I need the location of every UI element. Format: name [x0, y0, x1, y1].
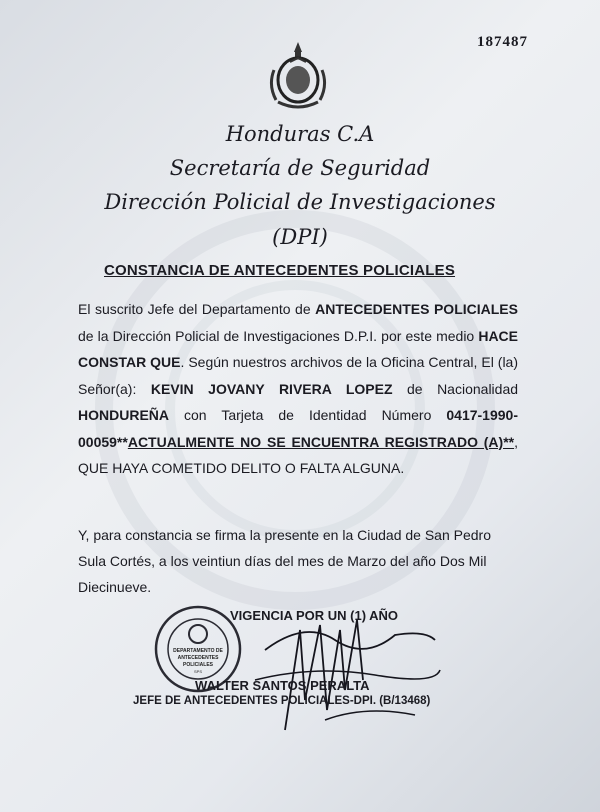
header-acronym: (DPI)	[272, 225, 328, 249]
document-title: CONSTANCIA DE ANTECEDENTES POLICIALES	[104, 262, 456, 279]
signer-title: JEFE DE ANTECEDENTES POLICIALES-DPI. (B/13468)	[133, 695, 431, 707]
body-text: de Nacionalidad	[392, 380, 519, 397]
department-name: ANTECEDENTES POLICIALES	[315, 301, 518, 317]
hace-constar: HACE CONSTAR QUE	[78, 327, 518, 370]
body-text: con Tarjeta de Identidad Número	[169, 407, 447, 423]
record-status: ACTUALMENTE NO SE ENCUENTRA REGISTRADO (A)**	[127, 433, 515, 450]
honduras-coat-of-arms-icon	[268, 40, 328, 112]
person-name: KEVIN JOVANY RIVERA LOPEZ	[150, 380, 393, 397]
svg-text:DEPARTAMENTO DE: DEPARTAMENTO DE	[173, 648, 223, 654]
id-number: 0417-1990-00059**	[78, 407, 518, 450]
svg-text:SPS: SPS	[193, 669, 203, 674]
svg-text:POLICIALES: POLICIALES	[182, 662, 214, 668]
body-text: . Según nuestros archivos de la Oficina Central, El (la) Señor(a):	[78, 354, 518, 397]
closing-paragraph: Y, para constancia se firma la presente en la Ciudad de San Pedro Sula Cortés, a los veintiun días del mes de Marzo del año Dos Mil Diecinueve.	[78, 527, 491, 595]
header-ministry: Secretaría de Seguridad	[169, 156, 431, 180]
validity-note: VIGENCIA POR UN (1) AÑO	[230, 608, 399, 623]
body-text: El suscrito Jefe del Departamento de	[78, 301, 316, 317]
svg-text:ANTECEDENTES: ANTECEDENTES	[177, 655, 219, 661]
certificate-body	[78, 296, 518, 482]
body-text: de la Dirección Policial de Investigaciones D.P.I. por este medio	[78, 327, 479, 344]
body-text: , QUE HAYA COMETIDO DELITO O FALTA ALGUNA.	[78, 433, 518, 476]
signer-name: WALTER SANTOS PERALTA	[195, 678, 370, 693]
serial-number: 187487	[477, 34, 528, 50]
nationality: HONDUREÑA	[78, 407, 169, 423]
header-country: Honduras C.A	[225, 122, 375, 146]
header-directorate: Dirección Policial de Investigaciones	[104, 190, 496, 214]
handwritten-signature	[245, 610, 445, 740]
